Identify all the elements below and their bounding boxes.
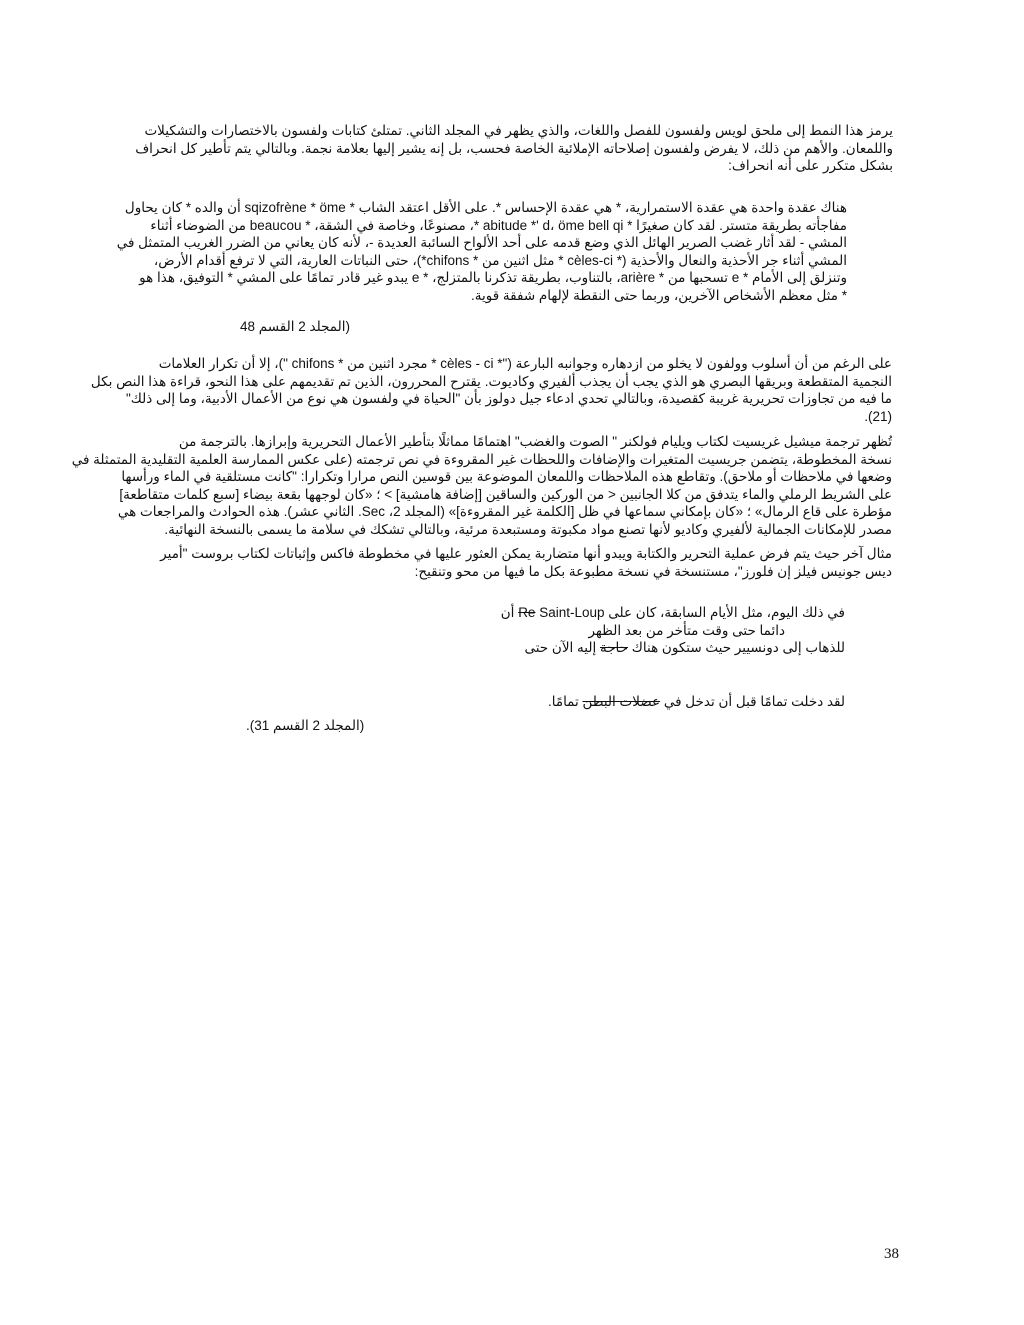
text-line: ديس جونيس فيلز إن فلورز"، مستنسخة في نسخة مطبوعة بكل ما فيها من محو وتنقيح: xyxy=(414,563,892,579)
struck-text: Re xyxy=(518,605,536,620)
paragraph-4 xyxy=(140,545,892,580)
text-line: وضعها في ملاحظات أو ملاحق). وتقاطع هذه الملاحظات واللمعان الموضوعة بين قوسين النص مرارا وتكرارا: "كانت مستلقية في الماء ورأسها xyxy=(121,469,892,485)
text-line: واللمعان. والأهم من ذلك، لا يفرض ولفسون إصلاحاته الإملائية الخاصة فحسب، بل إنه يشير إليها بعلامة نجمة. وبالتالي يتم تأطير كل انحراف xyxy=(135,140,893,156)
text-line: المشي أثناء جر الأحذية والنعال والأحذية (* cèles-ci * مثل اثنين من * chifons*)، حتى النباتات العارية، التي لا ترفع أقدام الأرض، xyxy=(153,252,847,268)
paragraph-3 xyxy=(71,433,892,539)
quote-line-3: للذهاب إلى دونسيير حيث ستكون هناك حاجة إليه الآن حتى xyxy=(524,640,845,656)
struck-text: حاجة xyxy=(599,640,628,656)
block-quote-1 xyxy=(116,199,847,305)
block-quote-2 xyxy=(420,604,845,657)
quote-line-2: دائما حتى وقت متأخر من بعد الظهر xyxy=(588,622,785,638)
text-line: المشي - لقد أثار غضب الصرير الهائل الذي وضع قدمه على أحد الألواح السائبة العديدة -، لأنه كان يعاني من الضرر الغريب المتمثل في xyxy=(116,235,847,251)
block-quote-3 xyxy=(520,693,845,711)
citation-2: (المجلد 2 القسم 31). xyxy=(246,718,365,733)
text-line: تُظهر ترجمة ميشيل غريسيت لكتاب ويليام فولكنر " الصوت والغضب" اهتمامًا مماثلًا بتأطير الأعمال التحريرية وإبرازها. بالترجمة من xyxy=(178,434,892,449)
text-line: * مثل معظم الأشخاص الآخرين، وربما حتى النقطة لإلهام شفقة قوية. xyxy=(471,287,847,303)
page-number: 38 xyxy=(884,1246,899,1262)
paragraph-2 xyxy=(90,355,892,425)
text-line: النجمية المتقطعة وبريقها البصري هو الذي يجب أن يجذب ألفيري وكاديوت. يقترح المحررون، الذين تم تقديمهم على هذا النحو، قراءة هذا النص بكل xyxy=(90,373,892,389)
quote-line-4: لقد دخلت تمامًا قبل أن تدخل في عضلات البطن تمامًا. xyxy=(547,694,845,709)
text-line: يرمز هذا النمط إلى ملحق لويس ولفسون للفصل واللغات، والذي يظهر في المجلد الثاني. تمتلئ كتابات ولفسون بالاختصارات والتشكيلات xyxy=(144,123,893,138)
citation-1: (المجلد 2 القسم 48 xyxy=(240,319,350,334)
text-line: مثال آخر حيث يتم فرض عملية التحرير والكتابة ويبدو أنها متضاربة يمكن العثور عليها في مخطوطة فاكس وإثباتات لكتاب بروست "أمير xyxy=(160,546,892,561)
quote-line-1: في ذلك اليوم، مثل الأيام السابقة، كان على Re Saint-Loup أن xyxy=(500,605,845,620)
text-line: مؤطرة على قاع الرمال» ؛ «كان بإمكاني سماعها في ظل [الكلمة غير المقروءة]» (المجلد 2، Sec. الثاني عشر). هذه الحوادث والمراجعات هي xyxy=(117,504,892,520)
paragraph-1 xyxy=(135,122,893,175)
text-line: على الشريط الرملي والماء يتدفق من كلا الجانبين < من الوركين والساقين [إضافة هامشية] > ؛ «كان لوجهها بقعة بيضاء [سبع كلمات متقاطعة] xyxy=(119,486,892,502)
struck-text: عضلات البطن xyxy=(582,694,661,709)
text-line: مصدر للإمكانات الجمالية لألفيري وكاديو لأنها تصنع مواد مكبوتة ومستبعدة مرئية، وبالتالي تشكك في سلامة ما يسمى بالنسخة النهائية. xyxy=(164,521,892,537)
text-line: وتنزلق إلى الأمام * e تسحبها من * arière، بالتناوب، بطريقة تذكرنا بالمتزلج، * e يبدو غير قادر تمامًا على المشي * التوفيق، هذا هو xyxy=(139,270,847,286)
text-line: مفاجأته بطريقة متستر. لقد كان صغيرًا * abitude *' d، öme bell qi *، مصنوعًا، وخاصة في الشقة، * beaucou من الضوضاء أثناء xyxy=(150,217,847,233)
text-line: نسخة المخطوطة، يتضمن جريسيت المتغيرات والإضافات واللحظات غير المقروءة في نص ترجمته (على عكس الممارسة العلمية التقليدية المتمثلة في xyxy=(71,451,892,467)
text-line: ما فيه من تجاوزات تحريرية غريبة كقصيدة، وبالتالي تحدي ادعاء جيل دولوز بأن "الحياة في ولفسون هي نوع من الأعمال الأدبية، وما إلى ذلك" xyxy=(125,391,892,407)
text-line: على الرغم من أن أسلوب وولفون لا يخلو من ازدهاره وجوانبه البارعة ("* cèles - ci * مجرد اثنين من * chifons ")، إلا أن تكرار العلامات xyxy=(158,356,892,371)
text-line: بشكل متكرر على أنه انحراف: xyxy=(728,158,893,174)
text-line: هناك عقدة واحدة هي عقدة الاستمرارية، * هي عقدة الإحساس *. على الأقل اعتقد الشاب * sqizofrène * öme أن والده * كان يحاول xyxy=(124,200,847,215)
text-line: (21). xyxy=(864,408,892,424)
